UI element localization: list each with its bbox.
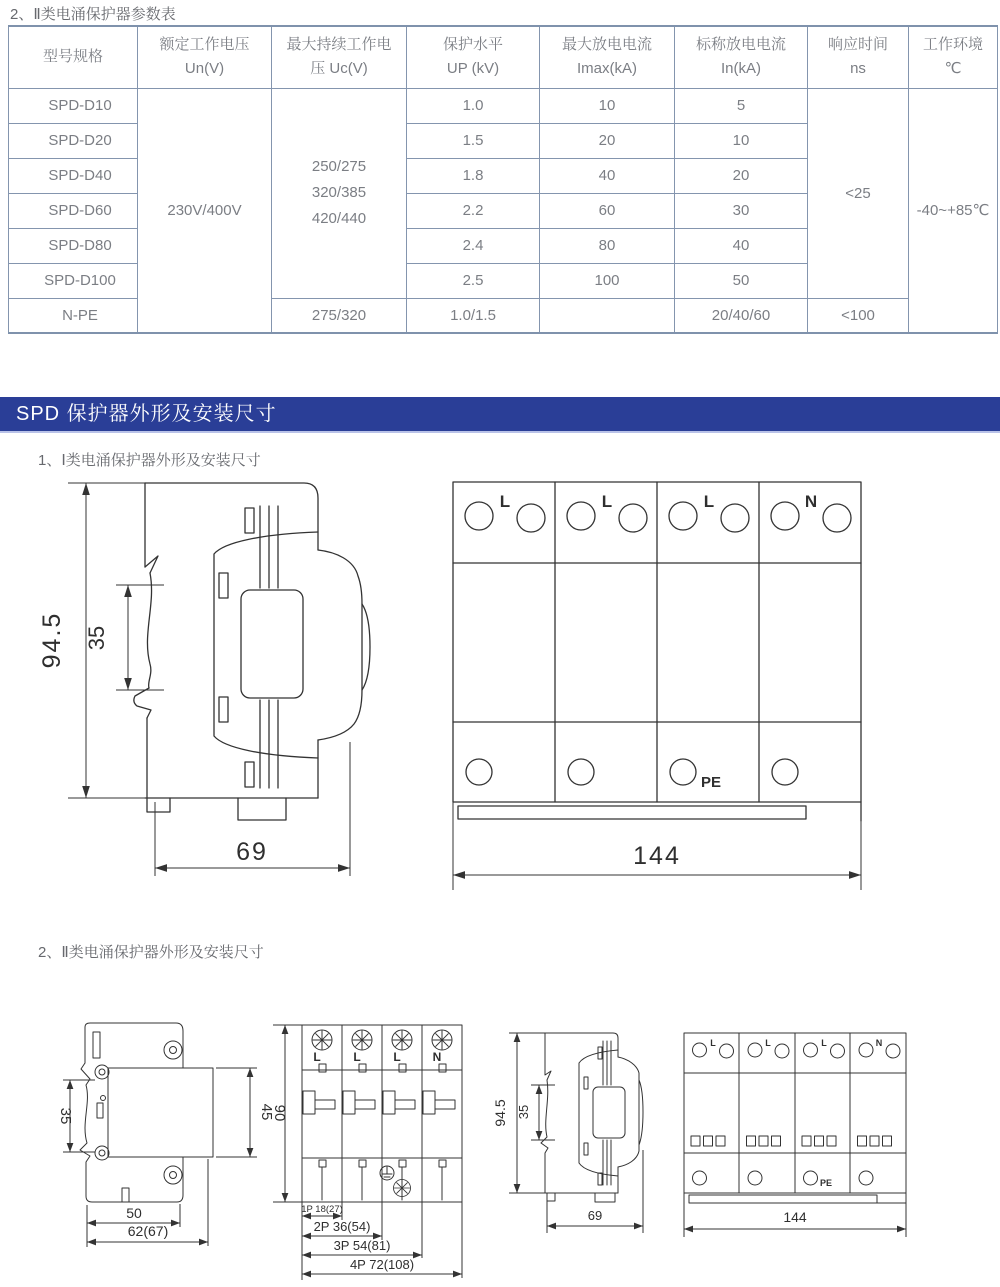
svg-text:90: 90 (271, 1104, 288, 1122)
bottom-terminals (693, 1171, 874, 1188)
cell-imax (540, 298, 675, 333)
type1-side-view-drawing (28, 472, 420, 904)
cell-in: 10 (675, 123, 808, 158)
dimension-35 (516, 1085, 555, 1140)
col-header-uc: 最大持续工作电 压 Uc(V) (272, 26, 407, 88)
cell-in: 40 (675, 228, 808, 263)
svg-text:94.5: 94.5 (492, 1099, 508, 1127)
terminal-label: L (710, 1038, 716, 1048)
cell-up: 2.4 (407, 228, 540, 263)
parameter-table (8, 25, 998, 334)
svg-text:35: 35 (84, 625, 109, 651)
svg-text:1P 18(27): 1P 18(27) (301, 1204, 343, 1215)
svg-text:3P 54(81): 3P 54(81) (333, 1238, 391, 1253)
terminal-label: N (804, 492, 818, 511)
cell-uc-merged: 250/275 320/385 420/440 (272, 88, 407, 298)
svg-text:45: 45 (258, 1103, 275, 1121)
din-rail (458, 802, 861, 821)
terminal-label: L (499, 492, 511, 511)
col-header-model: 型号规格 (9, 26, 138, 88)
cell-imax: 40 (540, 158, 675, 193)
screw-icon (394, 1180, 411, 1197)
col-header-un: 额定工作电压 Un(V) (138, 26, 272, 88)
cell-up: 1.8 (407, 158, 540, 193)
terminal-label: L (601, 492, 613, 511)
device-outline (80, 1023, 213, 1202)
cell-model: SPD-D40 (9, 158, 138, 193)
svg-text:4P 72(108): 4P 72(108) (349, 1257, 415, 1272)
pole-dimensions (301, 1202, 462, 1280)
table-row (9, 88, 998, 123)
svg-text:2P 36(54): 2P 36(54) (313, 1219, 371, 1234)
screw-icon (312, 1030, 332, 1050)
dimension-35 (84, 585, 164, 690)
cell-model: SPD-D10 (9, 88, 138, 123)
svg-text:35: 35 (57, 1107, 74, 1125)
cell-uc: 275/320 (272, 298, 407, 333)
col-header-imax: 最大放电电流 Imax(kA) (540, 26, 675, 88)
terminal-label: L (703, 492, 715, 511)
cell-model: SPD-D60 (9, 193, 138, 228)
type1-front-view-drawing (450, 475, 870, 895)
cell-imax: 60 (540, 193, 675, 228)
cell-model: SPD-D80 (9, 228, 138, 263)
screw-icon (352, 1030, 372, 1050)
din-rail (689, 1193, 906, 1203)
type2-side-view-c (492, 1005, 685, 1255)
cell-response-merged: <25 (808, 88, 909, 298)
subtitle-type2: 2、Ⅱ类电涌保护器外形及安装尺寸 (38, 944, 264, 961)
svg-text:144: 144 (783, 1209, 807, 1225)
terminal-label: N (875, 1038, 883, 1048)
cell-model: N-PE (9, 298, 138, 333)
cell-in: 30 (675, 193, 808, 228)
device-outline (684, 1033, 906, 1193)
device-outline (134, 483, 370, 820)
svg-text:35: 35 (516, 1104, 531, 1120)
svg-text:50: 50 (126, 1205, 142, 1221)
dimension-144 (684, 1193, 906, 1237)
device-body (108, 1068, 213, 1157)
pe-label: PE (701, 774, 722, 791)
top-terminals (693, 1038, 901, 1058)
bottom-terminals (466, 759, 798, 791)
table-header-row (9, 26, 998, 88)
type2-front-view-b (265, 1005, 495, 1287)
terminal-label: L (313, 1050, 321, 1064)
type2-side-view-a (50, 1005, 280, 1287)
col-header-up: 保护水平 UP (kV) (407, 26, 540, 88)
module-windows (691, 1136, 892, 1146)
cell-imax: 10 (540, 88, 675, 123)
cell-up: 1.5 (407, 123, 540, 158)
cell-un-merged: 230V/400V (138, 88, 272, 333)
cell-up: 2.2 (407, 193, 540, 228)
subtitle-type1: 1、Ⅰ类电涌保护器外形及安装尺寸 (38, 452, 261, 469)
label-window (593, 1087, 625, 1138)
svg-text:69: 69 (236, 838, 268, 866)
table-caption: 2、Ⅱ类电涌保护器参数表 (10, 6, 176, 23)
dimension-69 (547, 1150, 643, 1233)
cell-in: 20 (675, 158, 808, 193)
cell-imax: 100 (540, 263, 675, 298)
svg-text:144: 144 (633, 842, 681, 870)
device-outline (453, 482, 861, 802)
terminal-label: L (765, 1038, 771, 1048)
cell-model: SPD-D20 (9, 123, 138, 158)
cell-response: <100 (808, 298, 909, 333)
screw-icon (392, 1030, 412, 1050)
svg-text:69: 69 (587, 1208, 603, 1223)
cell-up: 2.5 (407, 263, 540, 298)
device-outline (541, 1033, 643, 1202)
label-window (241, 590, 303, 698)
pe-label: PE (820, 1178, 833, 1188)
cell-imax: 20 (540, 123, 675, 158)
top-terminals (465, 492, 851, 532)
cell-imax: 80 (540, 228, 675, 263)
dimension-90 (271, 1025, 302, 1202)
dimension-144 (453, 802, 861, 890)
dimension-35 (57, 1080, 95, 1152)
cell-environment-merged: -40~+85℃ (909, 88, 998, 333)
cell-in: 5 (675, 88, 808, 123)
vent-lines (260, 506, 278, 788)
svg-text:62(67): 62(67) (127, 1223, 169, 1239)
cell-up: 1.0 (407, 88, 540, 123)
cell-in: 50 (675, 263, 808, 298)
terminal-slots (219, 508, 254, 787)
col-header-in: 标称放电电流 In(kA) (675, 26, 808, 88)
cell-up: 1.0/1.5 (407, 298, 540, 333)
svg-text:94.5: 94.5 (38, 611, 66, 669)
terminal-label: N (432, 1050, 442, 1064)
col-header-response: 响应时间 ns (808, 26, 909, 88)
col-header-environment: 工作环境 ℃ (909, 26, 998, 88)
type2-front-view-d (675, 1005, 1000, 1270)
screw-icon (432, 1030, 452, 1050)
cell-in: 20/40/60 (675, 298, 808, 333)
handles (303, 1091, 455, 1114)
terminal-label: L (393, 1050, 401, 1064)
terminal-label: L (353, 1050, 361, 1064)
cell-model: SPD-D100 (9, 263, 138, 298)
vent-lines (603, 1041, 611, 1185)
section-header: SPD 保护器外形及安装尺寸 (0, 397, 1000, 433)
terminal-label: L (821, 1038, 827, 1048)
